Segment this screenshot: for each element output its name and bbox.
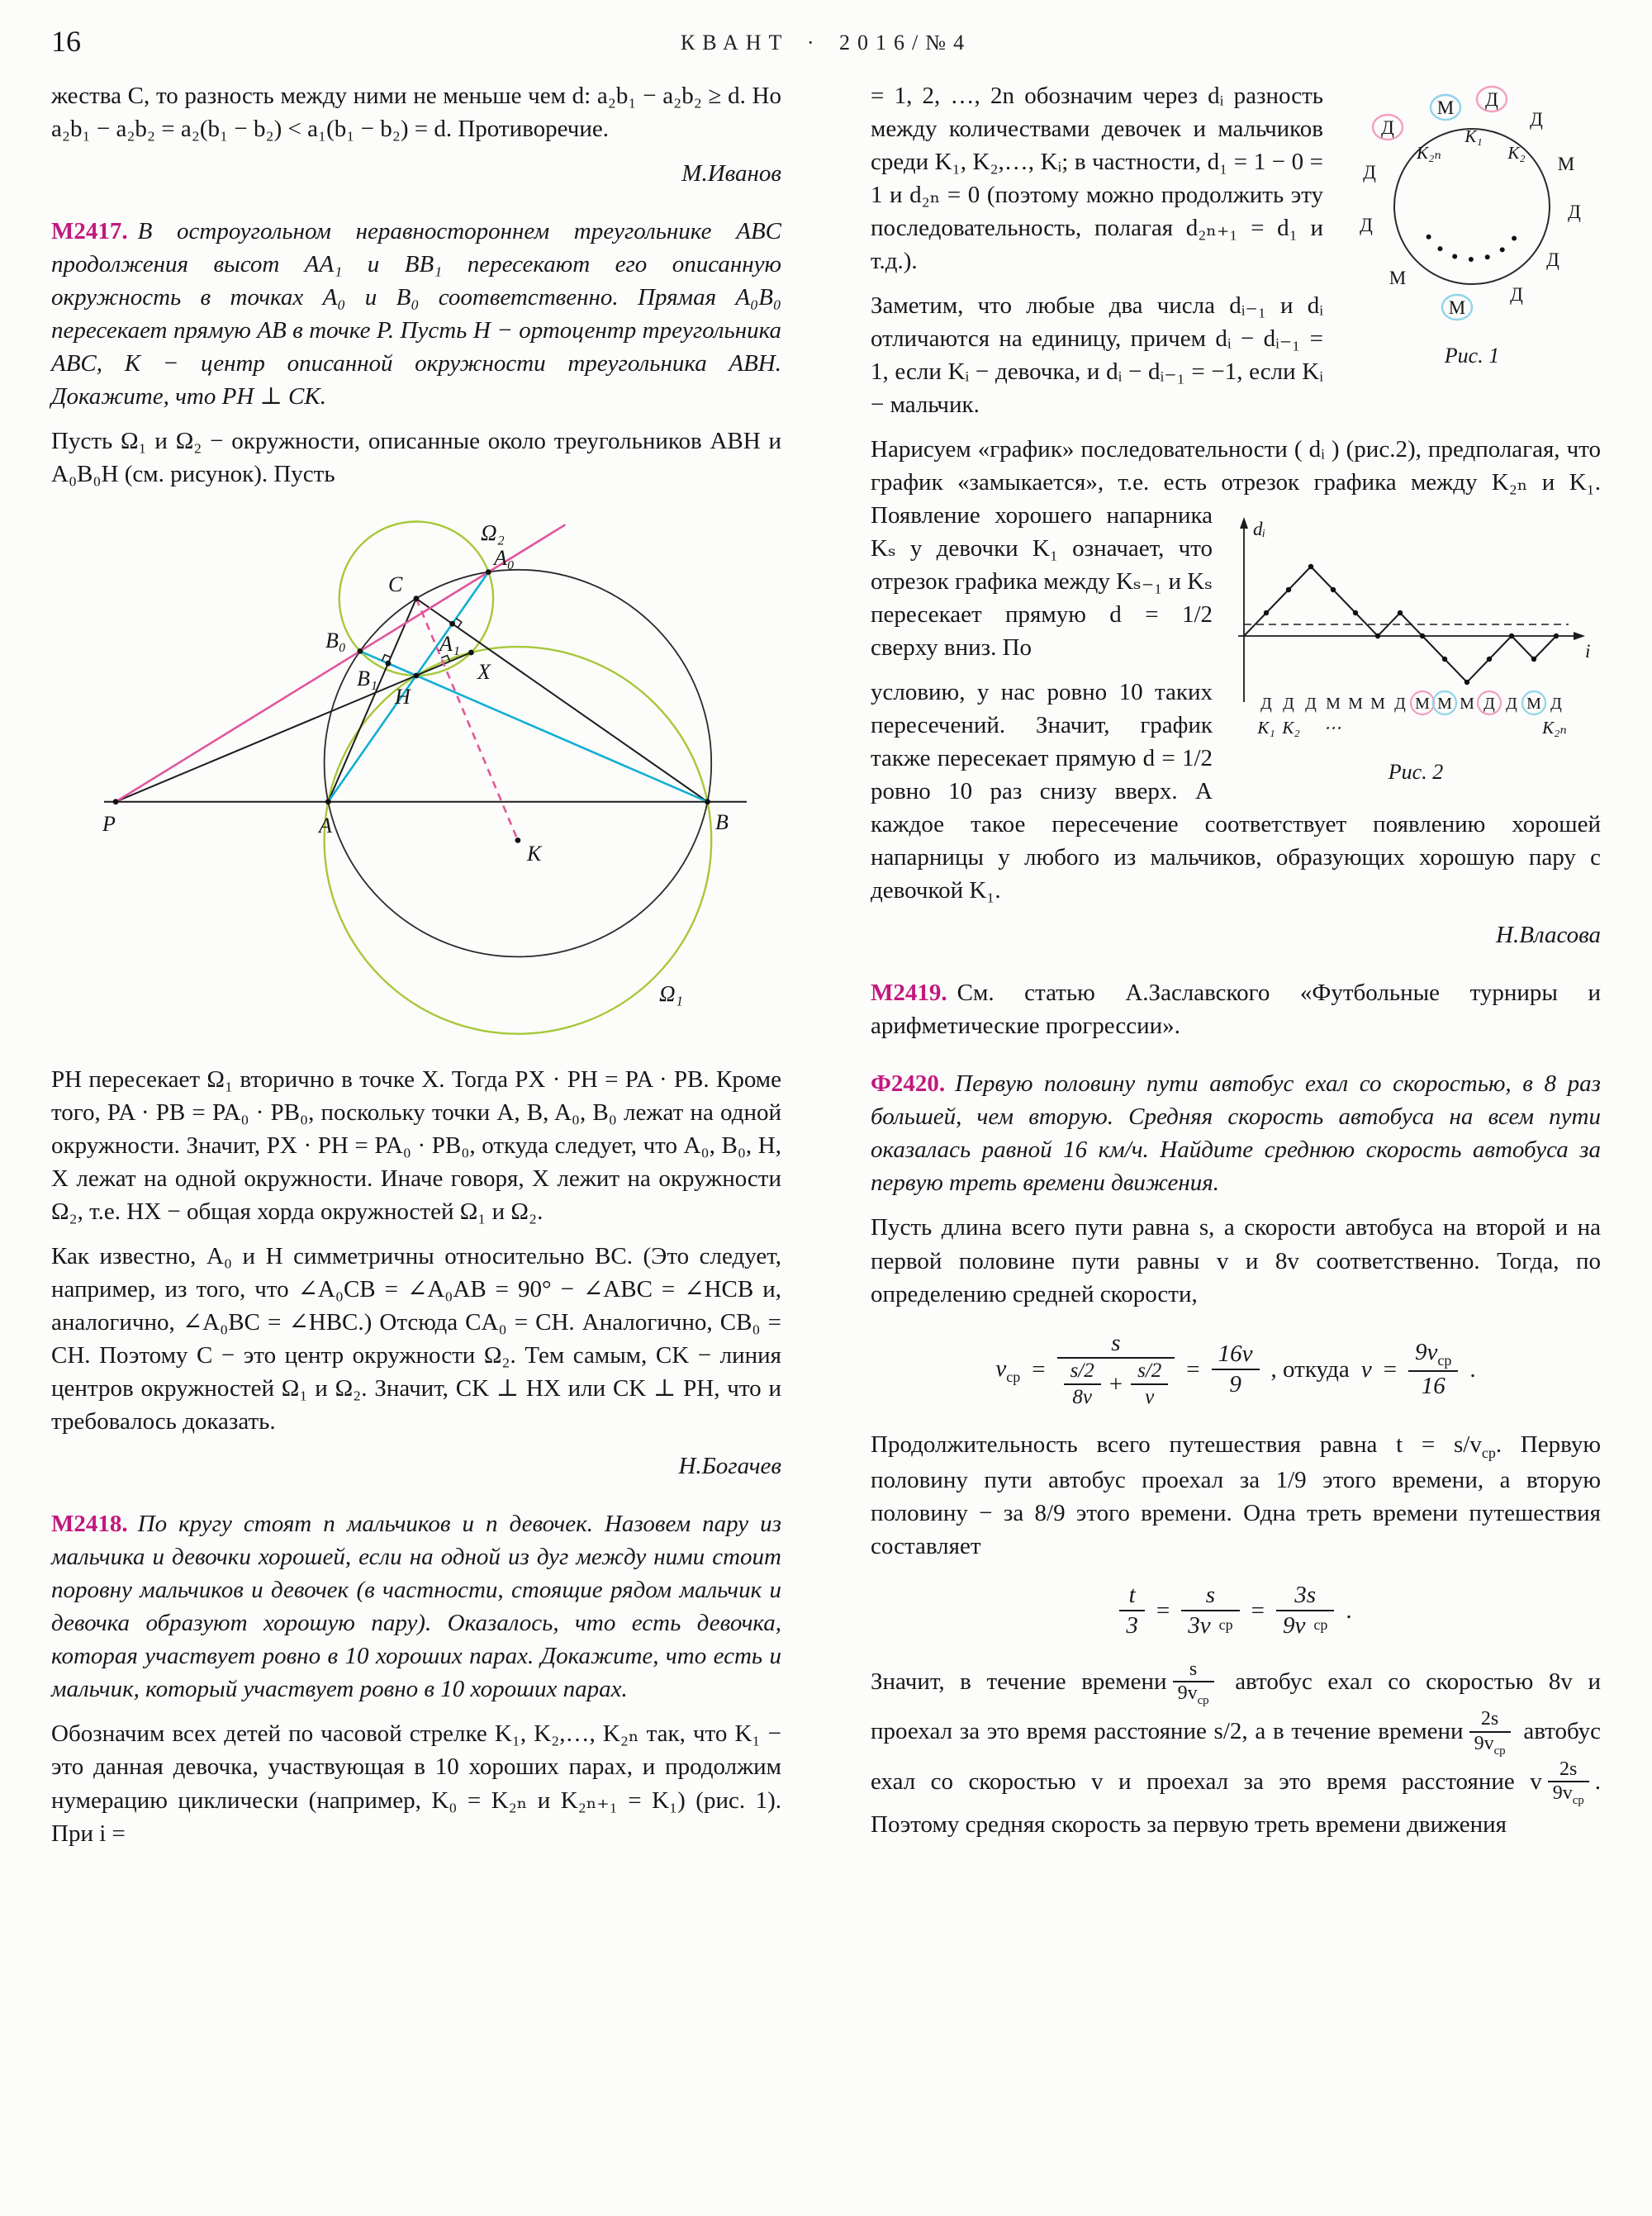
problem-m2417 bbox=[51, 215, 781, 413]
y-axis-arrow bbox=[1240, 517, 1248, 529]
svg-text:М: М bbox=[1326, 695, 1341, 714]
label-dots: ⋯ bbox=[1323, 718, 1341, 738]
solution-m2418-p2: = 1, 2, …, 2n обозначим через dᵢ разность между количествами девочек и мальчиков среди K₁, K₂,…, Kᵢ; в частности, d₁ = 1 − 0 = 1 и d₂ₙ = 0 (поэтому можно продолжить эту последовательность, полагая d₂ₙ₊₁ = d₁ и т.д.). bbox=[871, 83, 1323, 275]
child-letter: Д bbox=[1363, 162, 1376, 183]
x-axis-arrow bbox=[1574, 632, 1585, 640]
problem-label-f2420: Ф2420. bbox=[871, 1070, 946, 1098]
right-column bbox=[871, 79, 1601, 1853]
svg-text:Д: Д bbox=[1305, 695, 1317, 714]
ellipsis-dot bbox=[1512, 236, 1517, 241]
point-A bbox=[325, 799, 331, 804]
result-fraction-2: $\frac{9v_{ср}}{16}$ bbox=[1408, 1338, 1458, 1400]
svg-text:М: М bbox=[1370, 695, 1385, 714]
problem-m2418 bbox=[51, 1507, 781, 1706]
solution-m2417-p3: Как известно, A₀ и H симметричны относительно BC. (Это следует, например, из того, что ∠A₀CB = ∠A₀AB = 90° − ∠ABC = ∠HCB и, аналогично, ∠A₀BC = ∠HBC.) Отсюда CA₀ = CH. Аналогично, CB₀ = CH. Поэтому C − это центр окружности Ω₂. Тем самым, CK − линия центров окружностей Ω₁ и Ω₂. Значит, CK ⊥ HX или CK ⊥ PH, что и требовалось доказать. bbox=[51, 1243, 781, 1435]
figure-1 bbox=[1343, 83, 1601, 371]
inline-fraction-s-9vsr: $\frac{s}{9v_{ср}}$ bbox=[1173, 1658, 1214, 1708]
point-label-X: X bbox=[477, 660, 491, 685]
figure-2-caption: Рис. 2 bbox=[1388, 760, 1444, 785]
child-letter: М bbox=[1436, 97, 1455, 118]
problem-label-m2417: М2417. bbox=[51, 218, 128, 245]
point-label-H: H bbox=[395, 685, 411, 709]
altitude-b-b0 bbox=[360, 652, 708, 802]
inline-fraction-v-2s-9vsr: $\frac{2s}{9v_{ср}}$ bbox=[1548, 1758, 1589, 1808]
solution-m2418-p4a: Нарисуем «график» последовательности ( dᵢ ) (рис.2), предполагая, что график «замыкается», т.е. есть отрезок графика между K₂ₙ и bbox=[871, 436, 1601, 496]
figure-2-svg bbox=[1232, 504, 1600, 747]
solution-m2418-p4 bbox=[871, 433, 1601, 785]
solution-m2417-p2: PH пересекает Ω₁ вторично в точке X. Тогда PX · PH = PA · PB. Кроме того, PA · PB = PA₀ · PB₀, поскольку точки A, B, A₀, B₀ лежат на одной окружности. Значит, PX · PH = PA₀ · PB₀, откуда следует, что A₀, B₀, H, X лежат на одной окружности. Иначе говоря, X лежит на окружности Ω₂, т.е. HX − общая хорда окружностей Ω₁ и Ω₂. bbox=[51, 1066, 781, 1226]
child-letter: Д bbox=[1360, 215, 1373, 235]
solution-f2420-p3: Значит, в течение времени $\frac{s}{9v_{ср}}$ автобус ехал со скоростью 8v и проехал за это время расстояние s/2, а в течение времени $\frac{2s}{9v_{ср}}$ автобус ехал со скоростью v и проехал за это время расстояние v $\frac{2s}{9v_{ср}}$ . Поэтому средняя скорость за первую треть времени движения bbox=[871, 1658, 1601, 1839]
problem-text-m2419: См. статью А.Заславского «Футбольные турниры и арифметические прогрессии». bbox=[871, 980, 1601, 1040]
point-C bbox=[414, 596, 420, 601]
inner-fraction-1: $\frac{s/2}{8v}$ bbox=[1064, 1359, 1101, 1410]
child-letter: Д bbox=[1381, 117, 1394, 138]
label-k1: K₁ bbox=[1257, 718, 1275, 738]
point-H bbox=[414, 673, 420, 679]
child-letter: Д bbox=[1510, 284, 1523, 305]
svg-text:Д: Д bbox=[1260, 695, 1272, 714]
child-letter: Д bbox=[1530, 109, 1543, 130]
point-label-A1: A₁ bbox=[439, 632, 460, 657]
label-k1: K₁ bbox=[1464, 126, 1483, 146]
child-letter: Д bbox=[1568, 202, 1581, 222]
point-label-C: C bbox=[388, 572, 403, 597]
point-label-B0: B₀ bbox=[325, 629, 346, 653]
point-label-K: K bbox=[527, 842, 542, 866]
svg-text:Д: Д bbox=[1550, 695, 1562, 714]
svg-text:Д: Д bbox=[1394, 695, 1406, 714]
fraction-s-3vsr: s 3v ср bbox=[1181, 1581, 1239, 1640]
result-fraction-1: $\frac{16v}{9}$ bbox=[1212, 1340, 1260, 1399]
point-label-P: P bbox=[102, 812, 116, 837]
label-k2n: K₂ₙ bbox=[1417, 143, 1441, 163]
point-B1 bbox=[386, 661, 392, 667]
fraction-t-3: $\frac{t}{3}$ bbox=[1119, 1581, 1145, 1640]
problem-statement-m2417: В остроугольном неравностороннем треугольнике ABC продолжения высот AA₁ и BB₁ пересекают его описанную окружность в точках A₀ и B₀ соответственно. Прямая A₀B₀ пересекает прямую AB в точке P. Пусть H − ортоцентр треугольника ABC, K − центр описанной окружности треугольника ABH. Докажите, что PH ⊥ CK. bbox=[51, 218, 781, 410]
point-A1 bbox=[449, 621, 455, 627]
problem-f2420 bbox=[871, 1067, 1601, 1199]
inline-fraction-2s-9vsr: $\frac{2s}{9v_{ср}}$ bbox=[1469, 1708, 1511, 1758]
ellipsis-dot bbox=[1500, 247, 1505, 252]
point-K bbox=[515, 838, 521, 843]
svg-text:М: М bbox=[1526, 695, 1541, 714]
solution-m2418-p4b: K₁. Появление хорошего напарника Kₛ у девочки K₁ означает, что отрезок графика между Kₛ₋₁ и Kₛ пересекает прямую d = 1/2 сверху вниз. По bbox=[871, 469, 1601, 662]
x-axis-label: i bbox=[1585, 641, 1591, 662]
paragraph-continuation: жества C, то разность между ними не меньше чем d: a₂b₁ − a₂b₂ ≥ d. Но a₂b₁ − a₂b₂ = a₂(b₁ − b₂) < a₁(b₁ − b₂) = d. Противоречие. bbox=[51, 83, 781, 143]
inner-fraction-2: $\frac{s/2}{v}$ bbox=[1131, 1359, 1168, 1410]
solution-m2418-p1: Обозначим всех детей по часовой стрелке K₁, K₂,…, K₂ₙ так, что K₁ − это данная девочка, участвующая в 10 хороших парах, и продолжим нумерацию циклически (например, K₀ = K₂ₙ и K₂ₙ₊₁ = K₁) (рис. 1). При i = bbox=[51, 1720, 781, 1847]
author-signature: Н.Власова bbox=[1496, 922, 1601, 949]
figure-2 bbox=[1231, 504, 1601, 787]
point-label-B1: B₁ bbox=[357, 667, 377, 691]
page-number: 16 bbox=[51, 25, 81, 58]
svg-text:М: М bbox=[1348, 695, 1363, 714]
child-letter: М bbox=[1557, 154, 1575, 174]
geometry-figure bbox=[51, 504, 781, 1048]
ellipsis-dot bbox=[1469, 257, 1474, 262]
solution-m2418-p3: Заметим, что любые два числа dᵢ₋₁ и dᵢ отличаются на единицу, причем dᵢ − dᵢ₋₁ = 1, если Kᵢ − девочка, и dᵢ − dᵢ₋₁ = −1, если Kᵢ − мальчик. bbox=[871, 292, 1323, 419]
point-B0 bbox=[358, 648, 363, 654]
figure-1-svg bbox=[1346, 83, 1597, 330]
child-letter: Д bbox=[1546, 249, 1559, 270]
problem-label-m2419: М2419. bbox=[871, 980, 947, 1007]
child-letter: М bbox=[1389, 268, 1407, 288]
solution-m2418-p5: условию, у нас ровно 10 таких пересечений. Значит, график также пересекает прямую d = 1/2 ровно 10 раз снизу вверх. А каждое такое пересечение соответствует появлению хорошей напарницы у любого из мальчиков, образующих хорошую пару с девочкой K₁. bbox=[871, 679, 1601, 904]
child-letter: М bbox=[1448, 297, 1466, 318]
y-axis-label: dᵢ bbox=[1253, 519, 1266, 540]
formula-average-speed: $v_{ср}$ = s $\frac{s/2}{8v}$ + $\frac{s/2}{v}$ = $\frac{16v}{9}$ , откуда v = $\frac{9v_{ср}}{16}$ . bbox=[995, 1329, 1476, 1409]
ellipsis-dot bbox=[1485, 254, 1490, 259]
point-X bbox=[468, 650, 474, 656]
solution-m2417-p1: Пусть Ω₁ и Ω₂ − окружности, описанные около треугольников ABH и A₀B₀H (см. рисунок). Пусть bbox=[51, 428, 781, 488]
problem-label-m2418: М2418. bbox=[51, 1511, 128, 1538]
point-B bbox=[705, 799, 710, 804]
child-letter: Д bbox=[1485, 89, 1498, 110]
left-column bbox=[51, 79, 781, 1862]
solution-f2420-p1: Пусть длина всего пути равна s, а скорости автобуса на второй и на первой половине пути равны v и 8v соответственно. Тогда, по определению средней скорости, bbox=[871, 1214, 1601, 1307]
point-A0 bbox=[486, 569, 491, 575]
label-k2: K₂ bbox=[1507, 143, 1526, 163]
big-fraction: s $\frac{s/2}{8v}$ + $\frac{s/2}{v}$ bbox=[1057, 1329, 1175, 1411]
author-signature: М.Иванов bbox=[681, 160, 781, 187]
label-k2n: K₂ₙ bbox=[1542, 718, 1567, 738]
figure-1-caption: Рис. 1 bbox=[1444, 344, 1500, 368]
svg-text:Д: Д bbox=[1483, 695, 1495, 714]
formula-one-third-time: $\frac{t}{3}$ = s 3v ср = 3s 9v ср . bbox=[871, 1581, 1601, 1640]
point-P bbox=[113, 799, 119, 804]
problem-m2419 bbox=[871, 976, 1601, 1042]
fraction-3s-9vsr: 3s 9v ср bbox=[1276, 1581, 1334, 1640]
point-label-B: B bbox=[715, 810, 729, 835]
author-signature: Н.Богачев bbox=[678, 1453, 781, 1480]
ellipsis-dot bbox=[1427, 235, 1431, 240]
journal-header: КВАНТ · 2016/№4 bbox=[680, 31, 972, 55]
point-label-A: A bbox=[319, 814, 332, 838]
svg-text:М: М bbox=[1415, 695, 1430, 714]
svg-text:М: М bbox=[1437, 695, 1452, 714]
formula-lhs: $v_{ср}$ bbox=[995, 1355, 1021, 1385]
ellipsis-dot bbox=[1438, 246, 1443, 251]
label-k2: K₂ bbox=[1282, 718, 1300, 738]
label-omega1: Ω₁ bbox=[659, 981, 683, 1007]
geometry-figure-svg bbox=[53, 504, 780, 1039]
svg-text:М: М bbox=[1460, 695, 1474, 714]
label-omega2: Ω₂ bbox=[481, 520, 505, 546]
problem-statement-m2418: По кругу стоят n мальчиков и n девочек. Назовем пару из мальчика и девочки хорошей, если на одной из дуг между ними стоит поровну мальчиков и девочек (в частности, стоящие рядом мальчик и девочка образуют хорошую пару). Оказалось, что есть девочка, которая участвует ровно в 10 хороших парах. Докажите, что есть и мальчик, который участвует ровно в 10 хороших парах. bbox=[51, 1511, 781, 1703]
ellipsis-dot bbox=[1452, 254, 1457, 259]
svg-text:Д: Д bbox=[1283, 695, 1294, 714]
svg-text:Д: Д bbox=[1506, 695, 1517, 714]
point-label-A0: A₀ bbox=[494, 546, 515, 571]
problem-statement-f2420: Первую половину пути автобус ехал со скоростью, в 8 раз большей, чем вторую. Средняя скорость автобуса на всем пути оказалась равной 16 км/ч. Найдите среднюю скорость автобуса за первую треть времени движения. bbox=[871, 1070, 1601, 1197]
solution-f2420-p2: Продолжительность всего путешествия равна $t = s/v_{ср}$. Первую половину пути автобус проехал за 1/9 этого времени, а вторую половину − за 8/9 этого времени. Одна треть времени путешествия составляет bbox=[871, 1431, 1601, 1559]
